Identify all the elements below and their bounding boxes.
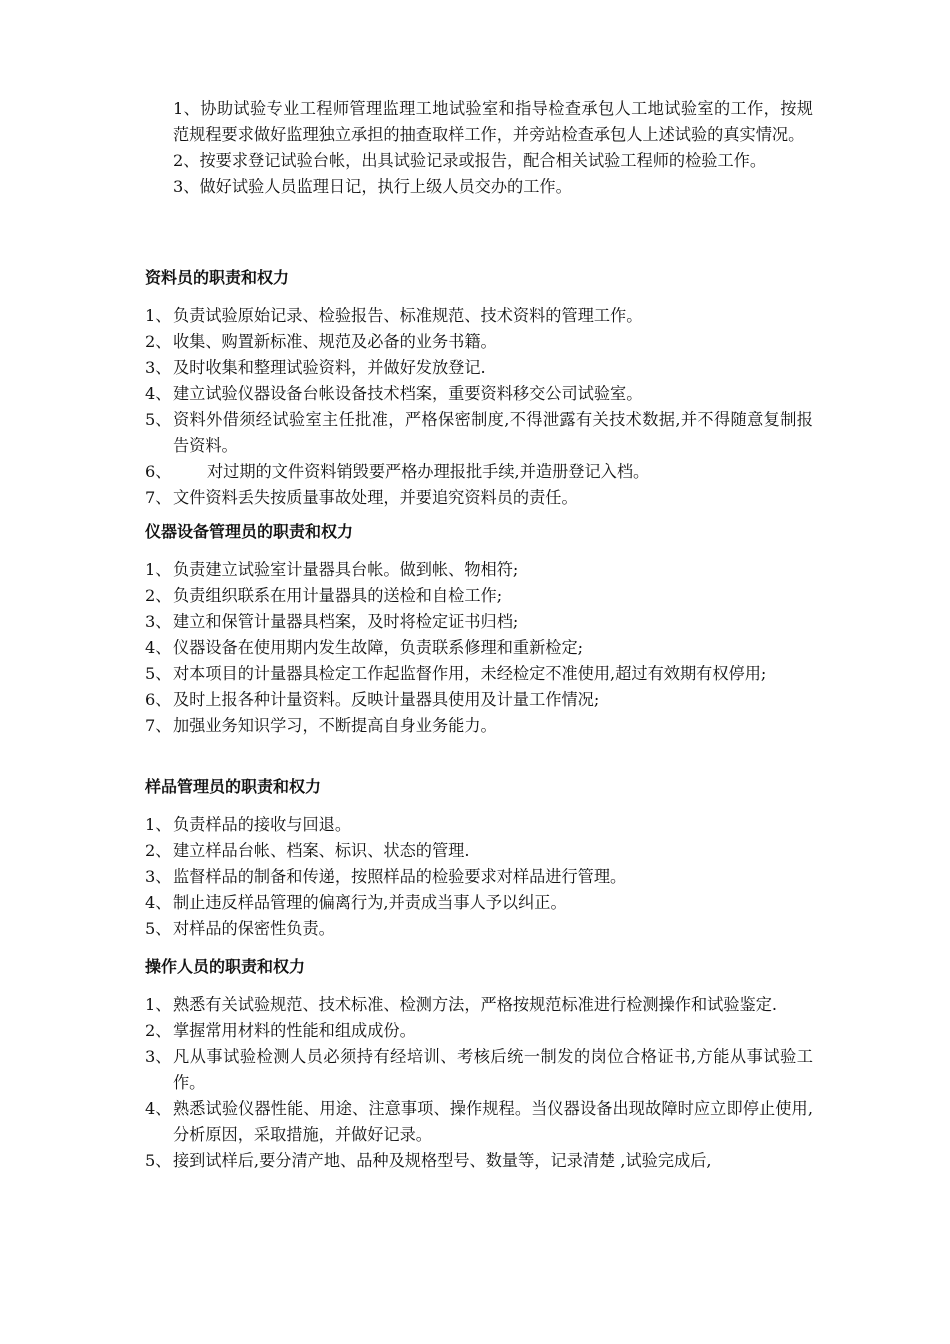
item-number: 1、 <box>145 995 172 1014</box>
list-item <box>145 1018 813 1044</box>
list-item <box>145 355 813 381</box>
list-item <box>145 713 813 739</box>
list-item <box>145 329 813 355</box>
list-item <box>145 459 813 485</box>
list-item <box>145 485 813 511</box>
intro-item <box>173 174 813 200</box>
item-number: 2、 <box>145 586 172 605</box>
list-item <box>145 890 813 916</box>
item-number: 4、 <box>145 384 172 403</box>
section-list <box>145 557 813 739</box>
list-item <box>145 916 813 942</box>
list-item <box>145 635 813 661</box>
item-text: 建立样品台帐、档案、标识、状态的管理. <box>173 841 470 860</box>
list-item <box>145 557 813 583</box>
item-number: 5、 <box>145 664 172 683</box>
item-text: 协助试验专业工程师管理监理工地试验室和指导检查承包人工地试验室的工作，按规范规程要求做好监理独立承担的抽查取样工作，并旁站检查承包人上述试验的真实情况。 <box>173 99 813 144</box>
item-text: 加强业务知识学习，不断提高自身业务能力。 <box>173 716 497 735</box>
item-number: 2、 <box>173 151 200 170</box>
item-text: 对过期的文件资料销毁要严格办理报批手续,并造册登记入档。 <box>207 462 650 481</box>
item-number: 5、 <box>145 919 172 938</box>
item-text: 仪器设备在使用期内发生故障，负责联系修理和重新检定; <box>173 638 584 657</box>
item-number: 1、 <box>145 815 172 834</box>
section-title: 操作人员的职责和权力 <box>145 957 306 976</box>
list-item <box>145 1096 813 1148</box>
list-item <box>145 407 813 459</box>
list-item <box>145 1148 813 1174</box>
section-equipment-manager <box>145 520 813 739</box>
item-number: 2、 <box>145 332 172 351</box>
item-text: 负责组织联系在用计量器具的送检和自检工作; <box>173 586 503 605</box>
section-title: 仪器设备管理员的职责和权力 <box>145 522 354 541</box>
item-number: 5、 <box>145 410 172 429</box>
item-text: 熟悉有关试验规范、技术标准、检测方法，严格按规范标准进行检测操作和试验鉴定. <box>173 995 778 1014</box>
item-text: 建立试验仪器设备台帐设备技术档案，重要资料移交公司试验室。 <box>173 384 643 403</box>
list-item <box>145 609 813 635</box>
list-item <box>145 812 813 838</box>
section-list <box>145 303 813 511</box>
item-text: 收集、购置新标准、规范及必备的业务书籍。 <box>173 332 497 351</box>
item-text: 制止违反样品管理的偏离行为,并责成当事人予以纠正。 <box>173 893 567 912</box>
list-item <box>145 687 813 713</box>
item-number: 1、 <box>173 99 201 118</box>
item-text: 按要求登记试验台帐，出具试验记录或报告，配合相关试验工程师的检验工作。 <box>199 151 767 170</box>
item-text: 监督样品的制备和传递，按照样品的检验要求对样品进行管理。 <box>173 867 627 886</box>
section-title: 资料员的职责和权力 <box>145 268 290 287</box>
item-number: 1、 <box>145 306 172 325</box>
section-list <box>145 812 813 942</box>
item-text: 做好试验人员监理日记，执行上级人员交办的工作。 <box>199 177 572 196</box>
list-item <box>145 864 813 890</box>
item-number: 4、 <box>145 638 172 657</box>
item-text: 及时上报各种计量资料。反映计量器具使用及计量工作情况; <box>173 690 600 709</box>
intro-item <box>173 96 813 148</box>
item-number: 6、 <box>145 462 172 481</box>
item-number: 4、 <box>145 1099 172 1118</box>
section-list <box>145 992 813 1174</box>
section-records-clerk <box>145 266 813 511</box>
list-item <box>145 838 813 864</box>
intro-list <box>173 96 813 200</box>
item-number: 7、 <box>145 716 172 735</box>
list-item <box>145 381 813 407</box>
item-number: 6、 <box>145 690 172 709</box>
item-text: 负责试验原始记录、检验报告、标准规范、技术资料的管理工作。 <box>173 306 643 325</box>
item-number: 4、 <box>145 893 172 912</box>
item-text: 掌握常用材料的性能和组成成份。 <box>173 1021 416 1040</box>
item-number: 3、 <box>173 177 200 196</box>
item-text: 凡从事试验检测人员必须持有经培训、考核后统一制发的岗位合格证书,方能从事试验工作。 <box>173 1047 813 1092</box>
item-number: 2、 <box>145 1021 172 1040</box>
list-item <box>145 583 813 609</box>
item-number: 3、 <box>145 867 172 886</box>
list-item <box>145 661 813 687</box>
item-number: 2、 <box>145 841 172 860</box>
item-text: 建立和保管计量器具档案，及时将检定证书归档; <box>173 612 519 631</box>
intro-item <box>173 148 813 174</box>
item-number: 3、 <box>145 358 172 377</box>
section-title: 样品管理员的职责和权力 <box>145 777 322 796</box>
section-sample-manager <box>145 775 813 942</box>
item-text: 及时收集和整理试验资料，并做好发放登记. <box>173 358 486 377</box>
item-number: 7、 <box>145 488 172 507</box>
item-text: 对样品的保密性负责。 <box>173 919 335 938</box>
item-text: 负责建立试验室计量器具台帐。做到帐、物相符; <box>173 560 519 579</box>
item-number: 1、 <box>145 560 172 579</box>
item-text: 熟悉试验仪器性能、用途、注意事项、操作规程。当仪器设备出现故障时应立即停止使用,分析原因，采取措施，并做好记录。 <box>173 1099 813 1144</box>
section-operators <box>145 955 813 1174</box>
item-text: 接到试样后,要分清产地、品种及规格型号、数量等，记录清楚 ,试验完成后, <box>173 1151 712 1170</box>
item-text: 负责样品的接收与回退。 <box>173 815 352 834</box>
item-number: 3、 <box>145 612 172 631</box>
item-number: 5、 <box>145 1151 172 1170</box>
item-text: 资料外借须经试验室主任批准，严格保密制度,不得泄露有关技术数据,并不得随意复制报告资料。 <box>173 410 813 455</box>
list-item <box>145 303 813 329</box>
item-number: 3、 <box>145 1047 172 1066</box>
list-item <box>145 992 813 1018</box>
list-item <box>145 1044 813 1096</box>
item-text: 对本项目的计量器具检定工作起监督作用，未经检定不准使用,超过有效期有权停用; <box>173 664 767 683</box>
item-text: 文件资料丢失按质量事故处理，并要追究资料员的责任。 <box>173 488 578 507</box>
